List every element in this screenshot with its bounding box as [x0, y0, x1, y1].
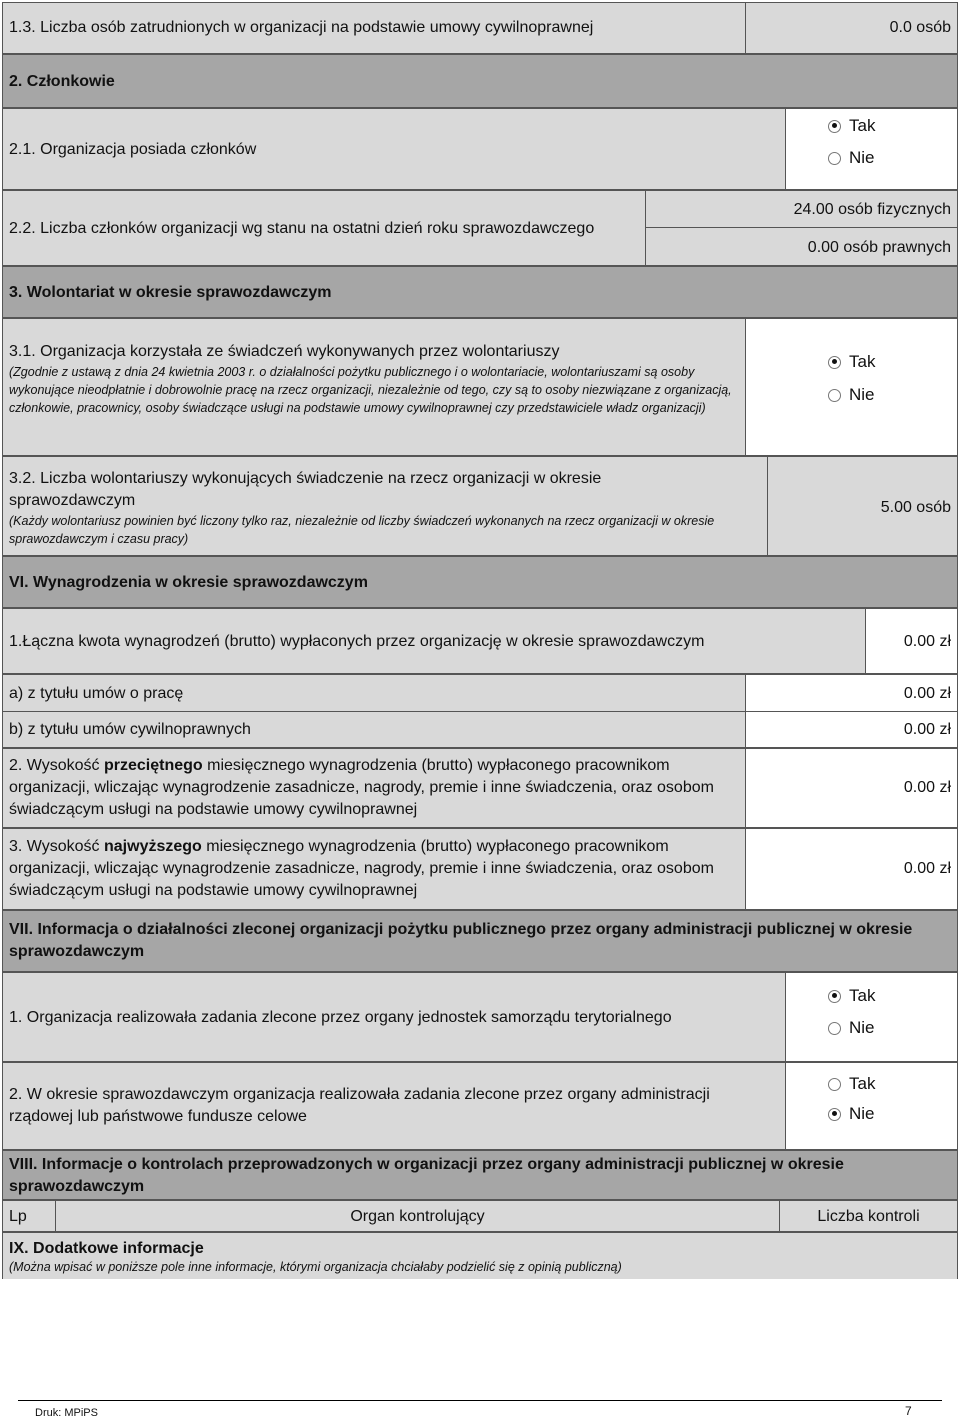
wages-avg-value-cell — [745, 748, 958, 828]
wages-b-value: 0.00 zł — [903, 721, 951, 738]
row-7-2-no-option[interactable] — [828, 1102, 875, 1126]
row-2-2-legal: 0.00 osób prawnych — [807, 239, 951, 256]
row-3-2-label-line1: 3.2. Liczba wolontariuszy wykonujących świadczenie na rzecz organizacji w okresie — [9, 470, 602, 487]
radio-checked-icon[interactable] — [828, 990, 841, 1003]
wages-total-value-cell — [865, 608, 958, 674]
wages-max-line3: świadczącym usługi na podstawie umowy cywilnoprawnej — [9, 882, 418, 899]
row-2-1-yes-label: Tak — [849, 116, 876, 135]
section-7-title-line1: VII. Informacja o działalności zleconej organizacji pożytku publicznego przez organy administracji publicznej w okresie — [9, 921, 913, 938]
row-2-1 — [2, 108, 786, 190]
row-2-2-physical-cell — [645, 190, 958, 228]
controls-col-lp-label: Lp — [9, 1208, 27, 1225]
row-3-2-note: (Każdy wolontariusz powinien być liczony tylko raz, niezależnie od liczby świadczeń wykonanych na rzecz organizacji w okresie sprawozdawczym i czasu pracy) — [9, 514, 715, 546]
section-2-title: 2. Członkowie — [9, 73, 115, 90]
wages-b-label: b) z tytułu umów cywilnoprawnych — [9, 721, 251, 738]
row-2-1-no-label: Nie — [849, 148, 875, 167]
section-3-title: 3. Wolontariat w okresie sprawozdawczym — [9, 284, 332, 301]
wages-b-value-cell — [745, 711, 958, 748]
row-2-2 — [2, 190, 646, 266]
wages-avg-row — [2, 748, 746, 828]
controls-col-lp — [2, 1200, 56, 1232]
wages-total-label: 1.Łączna kwota wynagrodzeń (brutto) wypłaconych przez organizację w okresie sprawozdawczym — [9, 633, 705, 650]
wages-max-value-cell — [745, 828, 958, 910]
row-7-2-label-line1: 2. W okresie sprawozdawczym organizacja realizowała zadania zlecone przez organy administracji — [9, 1086, 710, 1103]
wages-max-row — [2, 828, 746, 910]
wages-a-row — [2, 674, 746, 712]
section-7-header — [2, 910, 958, 972]
radio-checked-icon[interactable] — [828, 356, 841, 369]
section-9-title: IX. Dodatkowe informacje — [9, 1240, 204, 1257]
row-1-3 — [2, 2, 746, 54]
row-7-1-options — [785, 972, 958, 1062]
row-3-2 — [2, 456, 768, 556]
wages-avg-bold: przeciętnego — [104, 757, 203, 774]
radio-checked-icon[interactable] — [828, 1108, 841, 1121]
row-3-1-label: 3.1. Organizacja korzystała ze świadczeń wykonywanych przez wolontariuszy — [9, 343, 560, 360]
wages-max-line2: organizacji, wliczając wynagrodzenie zasadnicze, nagrody, premie i inne świadczenia, oraz osobom — [9, 860, 714, 877]
row-7-2-label-line2: rządowej lub państwowe fundusze celowe — [9, 1108, 307, 1125]
row-3-2-value-cell — [767, 456, 958, 556]
additional-info-field[interactable] — [2, 1279, 958, 1309]
wages-avg-line2: organizacji, wliczając wynagrodzenie zasadnicze, nagrody, premie i inne świadczenia, oraz osobom — [9, 779, 714, 796]
wages-max-post: miesięcznego wynagrodzenia (brutto) wypłaconego pracownikom — [201, 838, 669, 855]
row-3-1-no-label: Nie — [849, 385, 875, 404]
footer-divider — [18, 1400, 942, 1401]
wages-a-value: 0.00 zł — [903, 685, 951, 702]
section-8-title-line2: sprawozdawczym — [9, 1178, 145, 1195]
row-2-1-label: 2.1. Organizacja posiada członków — [9, 141, 257, 158]
wages-avg-line3: świadczącym usługi na podstawie umowy cywilnoprawnej — [9, 801, 418, 818]
section-6-title: VI. Wynagrodzenia w okresie sprawozdawczym — [9, 574, 368, 591]
row-7-1-no-label: Nie — [849, 1018, 875, 1037]
row-7-1-yes-option[interactable] — [828, 984, 875, 1008]
wages-b-row — [2, 711, 746, 748]
row-7-1-no-option[interactable] — [828, 1016, 875, 1040]
row-1-3-value: 0.0 osób — [889, 19, 951, 36]
row-3-1-options — [745, 318, 958, 456]
section-8-header — [2, 1150, 958, 1200]
wages-avg-pre: 2. Wysokość — [9, 757, 104, 774]
section-2-header — [2, 54, 958, 108]
section-9-header — [2, 1232, 958, 1280]
wages-max-line1 — [9, 836, 669, 858]
row-1-3-label: 1.3. Liczba osób zatrudnionych w organizacji na podstawie umowy cywilnoprawnej — [9, 19, 594, 36]
wages-avg-line1 — [9, 755, 670, 777]
row-7-2 — [2, 1062, 786, 1150]
wages-a-label: a) z tytułu umów o pracę — [9, 685, 184, 702]
row-3-2-value: 5.00 osób — [880, 499, 951, 516]
row-7-2-yes-label: Tak — [849, 1074, 876, 1093]
section-6-header — [2, 556, 958, 608]
wages-max-value: 0.00 zł — [903, 860, 951, 877]
row-2-1-yes-option[interactable] — [828, 114, 875, 138]
row-2-1-no-option[interactable] — [828, 146, 875, 170]
row-2-2-legal-cell — [645, 227, 958, 266]
radio-unchecked-icon[interactable] — [828, 389, 841, 402]
row-7-1-label: 1. Organizacja realizowała zadania zlecone przez organy jednostek samorządu terytorialnego — [9, 1009, 672, 1026]
wages-max-bold: najwyższego — [104, 838, 202, 855]
row-7-1-yes-label: Tak — [849, 986, 876, 1005]
row-7-1 — [2, 972, 786, 1062]
section-9-note: (Można wpisać w poniższe pole inne informacje, którymi organizacja chciałaby podzielić się z opinią publiczną) — [9, 1260, 622, 1274]
wages-avg-post: miesięcznego wynagrodzenia (brutto) wypłaconego pracownikom — [202, 757, 670, 774]
controls-col-count-label: Liczba kontroli — [817, 1208, 920, 1225]
row-7-2-yes-option[interactable] — [828, 1072, 875, 1096]
footer-print: Druk: MPiPS — [35, 1407, 98, 1419]
row-3-1-yes-option[interactable] — [828, 350, 875, 374]
row-2-1-options — [785, 108, 958, 190]
row-3-1 — [2, 318, 746, 456]
row-2-2-physical: 24.00 osób fizycznych — [793, 201, 951, 218]
row-3-1-no-option[interactable] — [828, 383, 875, 407]
footer-page-number: 7 — [905, 1404, 912, 1418]
wages-total-row — [2, 608, 866, 674]
section-7-title-line2: sprawozdawczym — [9, 943, 145, 960]
row-3-1-note: (Zgodnie z ustawą z dnia 24 kwietnia 2003 r. o działalności pożytku publicznego i o wolontariacie, wolontariuszami są osoby wykonujące nieodpłatnie i dobrowolnie pracę na rzecz organizacji, niezależnie od tego, czy są to osoby niezwiązane z organizacją, członkowie, pracownicy, osoby świadczące usługi na podstawie umowy cywilnoprawnej czy przedstawiciele władz organizacji) — [9, 365, 732, 415]
row-1-3-value-cell — [745, 2, 958, 54]
section-3-header — [2, 266, 958, 318]
wages-total-value: 0.00 zł — [903, 633, 951, 650]
wages-a-value-cell — [745, 674, 958, 712]
radio-checked-icon[interactable] — [828, 120, 841, 133]
controls-col-organ-label: Organ kontrolujący — [350, 1208, 485, 1225]
section-8-title-line1: VIII. Informacje o kontrolach przeprowadzonych w organizacji przez organy administracji publicznej w okresie — [9, 1156, 844, 1173]
controls-col-organ — [55, 1200, 780, 1232]
row-3-2-label-line2: sprawozdawczym — [9, 492, 136, 509]
row-7-2-no-label: Nie — [849, 1104, 875, 1123]
radio-unchecked-icon[interactable] — [828, 1022, 841, 1035]
wages-max-pre: 3. Wysokość — [9, 838, 104, 855]
controls-col-count — [779, 1200, 958, 1232]
wages-avg-value: 0.00 zł — [903, 779, 951, 796]
row-7-2-options — [785, 1062, 958, 1150]
radio-unchecked-icon[interactable] — [828, 1078, 841, 1091]
row-2-2-label: 2.2. Liczba członków organizacji wg stanu na ostatni dzień roku sprawozdawczego — [9, 220, 595, 237]
row-3-1-yes-label: Tak — [849, 352, 876, 371]
radio-unchecked-icon[interactable] — [828, 152, 841, 165]
